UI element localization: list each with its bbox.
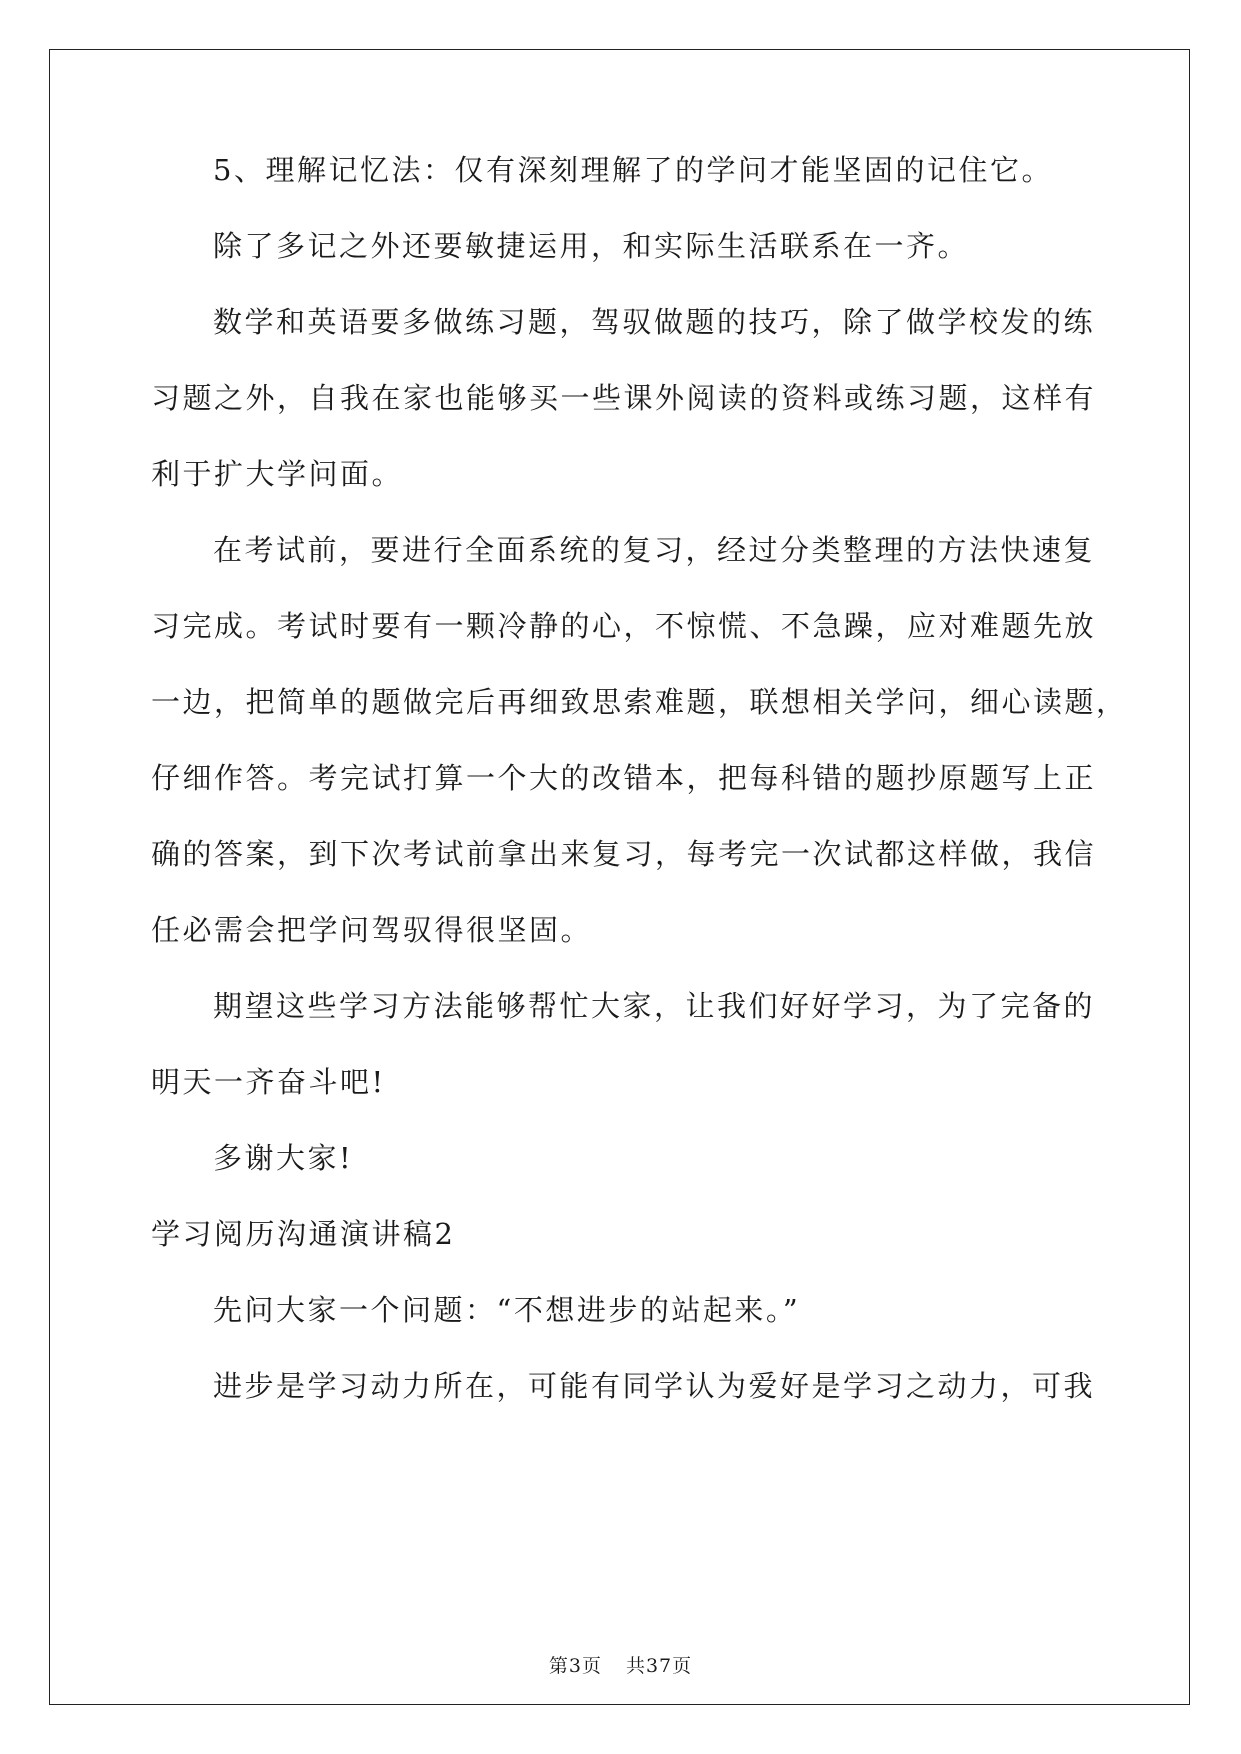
paragraph-line: 明天一齐奋斗吧! bbox=[151, 1065, 386, 1099]
paragraph-line: 进步是学习动力所在，可能有同学认为爱好是学习之动力，可我 bbox=[213, 1369, 1096, 1403]
paragraph-line: 任必需会把学问驾驭得很坚固。 bbox=[151, 913, 593, 947]
paragraph-line: 期望这些学习方法能够帮忙大家，让我们好好学习，为了完备的 bbox=[213, 989, 1096, 1023]
page-footer bbox=[0, 1654, 1241, 1678]
paragraph-line: 确的答案，到下次考试前拿出来复习，每考完一次试都这样做，我信 bbox=[151, 837, 1097, 871]
page-border bbox=[49, 49, 1190, 1705]
paragraph-line: 习完成。考试时要有一颗冷静的心，不惊慌、不急躁，应对难题先放 bbox=[151, 609, 1097, 643]
paragraph-line: 仔细作答。考完试打算一个大的改错本，把每科错的题抄原题写上正 bbox=[151, 761, 1097, 795]
paragraph-line: 多谢大家! bbox=[213, 1141, 354, 1175]
page-total: 共37页 bbox=[625, 1655, 693, 1677]
paragraph-line: 除了多记之外还要敏捷运用，和实际生活联系在一齐。 bbox=[213, 229, 970, 263]
paragraph-line: 5、理解记忆法：仅有深刻理解了的学问才能坚固的记住它。 bbox=[213, 153, 1053, 187]
paragraph-line: 利于扩大学问面。 bbox=[151, 457, 404, 491]
paragraph-line: 数学和英语要多做练习题，驾驭做题的技巧，除了做学校发的练 bbox=[213, 305, 1096, 339]
paragraph-line: 习题之外，自我在家也能够买一些课外阅读的资料或练习题，这样有 bbox=[151, 381, 1097, 415]
page-number: 第3页 bbox=[548, 1655, 602, 1677]
paragraph-line: 先问大家一个问题：“不想进步的站起来。” bbox=[213, 1293, 801, 1327]
paragraph-line: 在考试前，要进行全面系统的复习，经过分类整理的方法快速复 bbox=[213, 533, 1096, 567]
paragraph-line: 一边，把简单的题做完后再细致思索难题，联想相关学问，细心读题， bbox=[151, 685, 1128, 719]
section-heading: 学习阅历沟通演讲稿2 bbox=[151, 1217, 456, 1251]
